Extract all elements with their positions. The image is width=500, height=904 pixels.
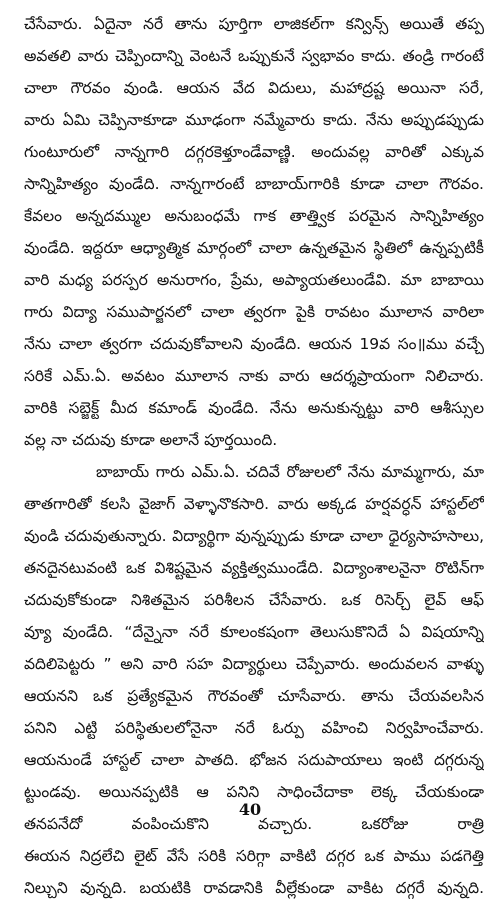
text-line: సరికే ఎమ్.ఏ. అవటం మూలాన నాకు వారు ఆదర్శప్రాయంగా నిలిచారు. — [24, 367, 484, 385]
text-line: తనదైనటువంటి ఒక విశిష్టమైన వ్యక్తిత్వముండేది. విద్యాంశాలనైనా రొటిన్‌గా — [24, 559, 484, 577]
text-line: చేసేవారు. ఏదైనా నరే తాను పూర్తిగా లాజికల్‌గా కన్విన్స్ అయితే తప్ప — [24, 15, 484, 33]
body-text — [24, 8, 484, 904]
text-line: ఆయనుండే హాస్టల్ చాలా పాతది. భోజన సదుపాయాలు ఇంటి దగ్గరున్న — [24, 751, 484, 769]
text-line: వారికి సబ్జెక్ట్ మీద కమాండ్ వుండేది. నేను అనుకున్నట్టు వారి ఆశీస్సుల — [24, 399, 484, 417]
text-line: వారి మధ్య పరస్పర అనురాగం, ప్రేమ, అప్యాయతలుండేవి. మా బాబాయి — [24, 271, 484, 289]
text-line: సాన్నిహిత్యం వుండేది. నాన్నగారంటే బాబాయ్‌గారికి కూడా చాలా గౌరవం. — [24, 175, 484, 193]
text-line: వల్ల నా చదువు కూడా అలానే పూర్తయింది. — [24, 431, 278, 449]
page-number: 40 — [238, 800, 262, 819]
text-line: వ్యూ వుండేది. “దేన్నైనా నరే కూలంకషంగా తెలుసుకొనిదే ఏ విషయాన్ని — [24, 623, 484, 641]
paragraph-2 — [24, 456, 484, 904]
text-line: ఆయనని ఒక ప్రత్యేకమైన గౌరవంతో చూసేవారు. తాను చేయవలసిన — [24, 687, 484, 705]
text-line: పనిని ఎట్టి పరిస్థితులలోనైనా నరే ఓర్పు వహించి నిర్వహించేవారు. — [24, 719, 484, 737]
text-line: నేను చాలా త్వరగా చదువుకోవాలని వుండేది. ఆయన 19వ సం॥ము వచ్చే — [24, 335, 484, 353]
text-line: ఈయన నిద్రలేచి లైట్ వేసే సరికి సరిగ్గా వాకిటి దగ్గర ఒక పాము పడగెత్తి — [24, 847, 484, 865]
text-line: నిల్చుని వున్నది. బయటికి రావడానికి వీల్లేకుండా వాకిట దగ్గరే వున్నది. — [24, 879, 484, 897]
text-line: గుంటూరులో నాన్నగారి దగ్గరకెళ్తూండేవాణ్ణి. అందువల్ల వారితో ఎక్కువ — [24, 143, 484, 161]
text-line: తనపనేదో వంపించుకొని వచ్చారు. ఒకరోజు రాత్రి — [24, 815, 484, 833]
text-line: చదువుకోకుండా నిశితమైన పరిశీలన చేసేవారు. ఒక రిసెర్చ్ లైవ్ ఆఫ్ — [24, 591, 484, 609]
text-line: వుండి చదువుతున్నారు. విద్యార్థిగా వున్నప్పుడు కూడా చాలా ధైర్యసాహసాలు, — [24, 527, 484, 545]
text-line: వదిలిపెట్టరు ” అని వారి సహ విద్యార్థులు చెప్పేవారు. అందువలన వాళ్ళు — [24, 655, 484, 673]
text-line: తాతగారితో కలసి వైజాగ్ వెళ్ళానొకసారి. వారు అక్కడ హర్షవర్ధన్ హాస్టల్‌లో — [24, 495, 484, 513]
text-line: కేవలం అన్నదమ్ముల అనుబంధమే గాక తాత్త్విక పరమైన సాన్నిహిత్యం — [24, 207, 484, 225]
text-line: వుండేది. ఇద్దరూ ఆధ్యాత్మిక మార్గంలో చాలా ఉన్నతమైన స్థితిలో ఉన్నప్పటికీ — [24, 239, 484, 257]
text-line: ట్టుండవు. అయినప్పటికి ఆ పనిని సాధించేదాకా లెక్క చేయకుండా — [24, 783, 484, 801]
text-line: వారు ఏమి చెప్పినాకూడా మూఢంగా నమ్మేవారు కాదు. నేను అప్పుడప్పుడు — [24, 111, 484, 129]
text-line: బాబాయ్ గారు ఎమ్.ఏ. చదివే రోజులలో నేను మామ్మగారు, మా — [96, 463, 484, 481]
text-line: గారు విద్యా సముపార్జనలో చాలా త్వరగా పైకి రావటం మూలాన వారిలా — [24, 303, 484, 321]
text-line: అవతలి వారు చెప్పిందాన్ని వెంటనే ఒప్పుకునే స్వభావం కాదు. తండ్రి గారంటే — [24, 47, 484, 65]
paragraph-1 — [24, 8, 484, 456]
text-line: చాలా గౌరవం వుండి. ఆయన వేద విదులు, మహాద్రష్ట అయినా సరే, — [24, 79, 484, 97]
